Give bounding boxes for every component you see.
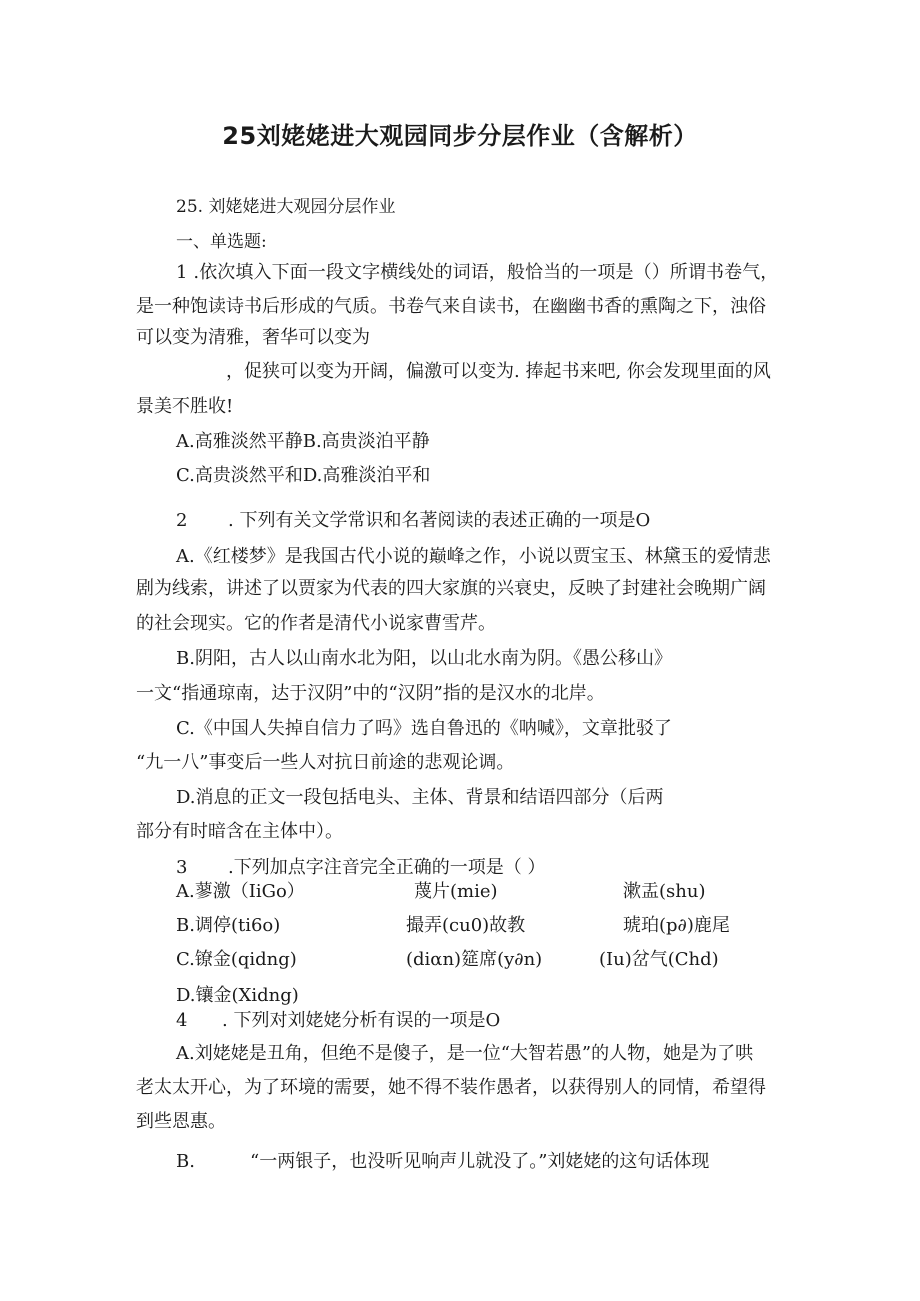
q2-stem: . 下列有关文学常识和名著阅读的表述正确的一项是O (228, 510, 651, 531)
q2-number: 2 (176, 510, 188, 531)
q2-option-a-line-2: 剧为线索，讲述了以贾家为代表的四大家旗的兴衰史，反映了封建社会晚期广阔 (136, 578, 766, 599)
q3-option-c-3: (Iu)岔气(Chd) (599, 949, 719, 970)
q3-option-a-1: A.蓼激（IiGo） (176, 881, 305, 902)
q1-line-1: 1 .依次填入下面一段文字横线处的词语，般恰当的一项是（）所谓书卷气， (176, 262, 779, 283)
q4-stem: . 下列对刘姥姥分析有误的一项是O (222, 1010, 501, 1031)
q3-option-b-2: 撮弄(cu0)故教 (406, 915, 526, 936)
page-title: 25刘姥姥进大观园同步分层作业（含解析） (222, 122, 698, 150)
q1-line-5: 景美不胜收! (136, 396, 234, 417)
q2-option-a-line-1: A.《红楼梦》是我国古代小说的巅峰之作，小说以贾宝玉、林黛玉的爱情悲 (176, 546, 771, 567)
q3-option-d-1: D.镶金(Xidng) (176, 985, 299, 1006)
q3-option-b-1: B.调停(ti6o) (176, 915, 281, 936)
q3-option-a-2: 蔑片(mie) (414, 881, 498, 902)
q3-option-b-3: 琥珀(p∂)鹿尾 (623, 915, 730, 936)
q2-option-d-line-2: 部分有时暗含在主体中）。 (136, 821, 343, 842)
section-heading: 一、单选题: (176, 232, 267, 252)
q3-option-c-2: (diαn)筵席(y∂n) (406, 949, 543, 970)
q4-option-a-line-1: A.刘姥姥是丑角，但绝不是傻子，是一位“大智若愚”的人物，她是为了哄 (176, 1043, 754, 1064)
q2-option-c-line-1: C.《中国人失掉自信力了吗》选自鲁迅的《呐喊》，文章批驳了 (176, 718, 672, 739)
q4-number: 4 (176, 1010, 188, 1031)
q4-option-b-line-1: “一两银子，也没听见响声儿就没了。”刘姥姥的这句话体现 (250, 1151, 710, 1172)
q2-option-a-line-3: 的社会现实。它的作者是清代小说家曹雪芹。 (136, 613, 496, 634)
q1-line-4: ，促狭可以变为开阔，偏激可以变为. 捧起书来吧, 你会发现里面的风 (226, 361, 771, 382)
document-subtitle: 25. 刘姥姥进大观园分层作业 (176, 197, 396, 217)
q1-line-2: 是一种饱读诗书后形成的气质。书卷气来自读书，在幽幽书香的熏陶之下，浊俗 (136, 296, 766, 317)
q2-option-b-line-2: 一文“指通琼南，达于汉阴”中的“汉阴”指的是汉水的北岸。 (136, 683, 605, 704)
q4-option-a-line-3: 到些恩惠。 (136, 1111, 226, 1132)
q1-line-3: 可以变为清雅，奢华可以变为 (136, 327, 370, 348)
q4-option-b-label: B. (176, 1151, 195, 1172)
q2-option-c-line-2: “九一八”事变后一些人对抗日前途的悲观论调。 (136, 752, 515, 773)
q3-option-a-3: 漱盂(shu) (623, 881, 706, 902)
q2-option-b-line-1: B.阴阳，古人以山南水北为阳，以山北水南为阴。《愚公移山》 (176, 648, 672, 669)
q4-option-a-line-2: 老太太开心，为了环境的需要，她不得不装作愚者，以获得别人的同情，希望得 (136, 1077, 766, 1098)
q3-number: 3 (176, 857, 188, 878)
q1-options-cd: C.高贵淡然平和D.高雅淡泊平和 (176, 465, 431, 486)
q1-options-ab: A.高雅淡然平静B.高贵淡泊平静 (176, 431, 430, 452)
q2-option-d-line-1: D.消息的正文一段包括电头、主体、背景和结语四部分（后两 (176, 787, 664, 808)
q3-option-c-1: C.镣金(qidng) (176, 949, 297, 970)
q3-stem: .下列加点字注音完全正确的一项是（ ） (228, 857, 546, 878)
